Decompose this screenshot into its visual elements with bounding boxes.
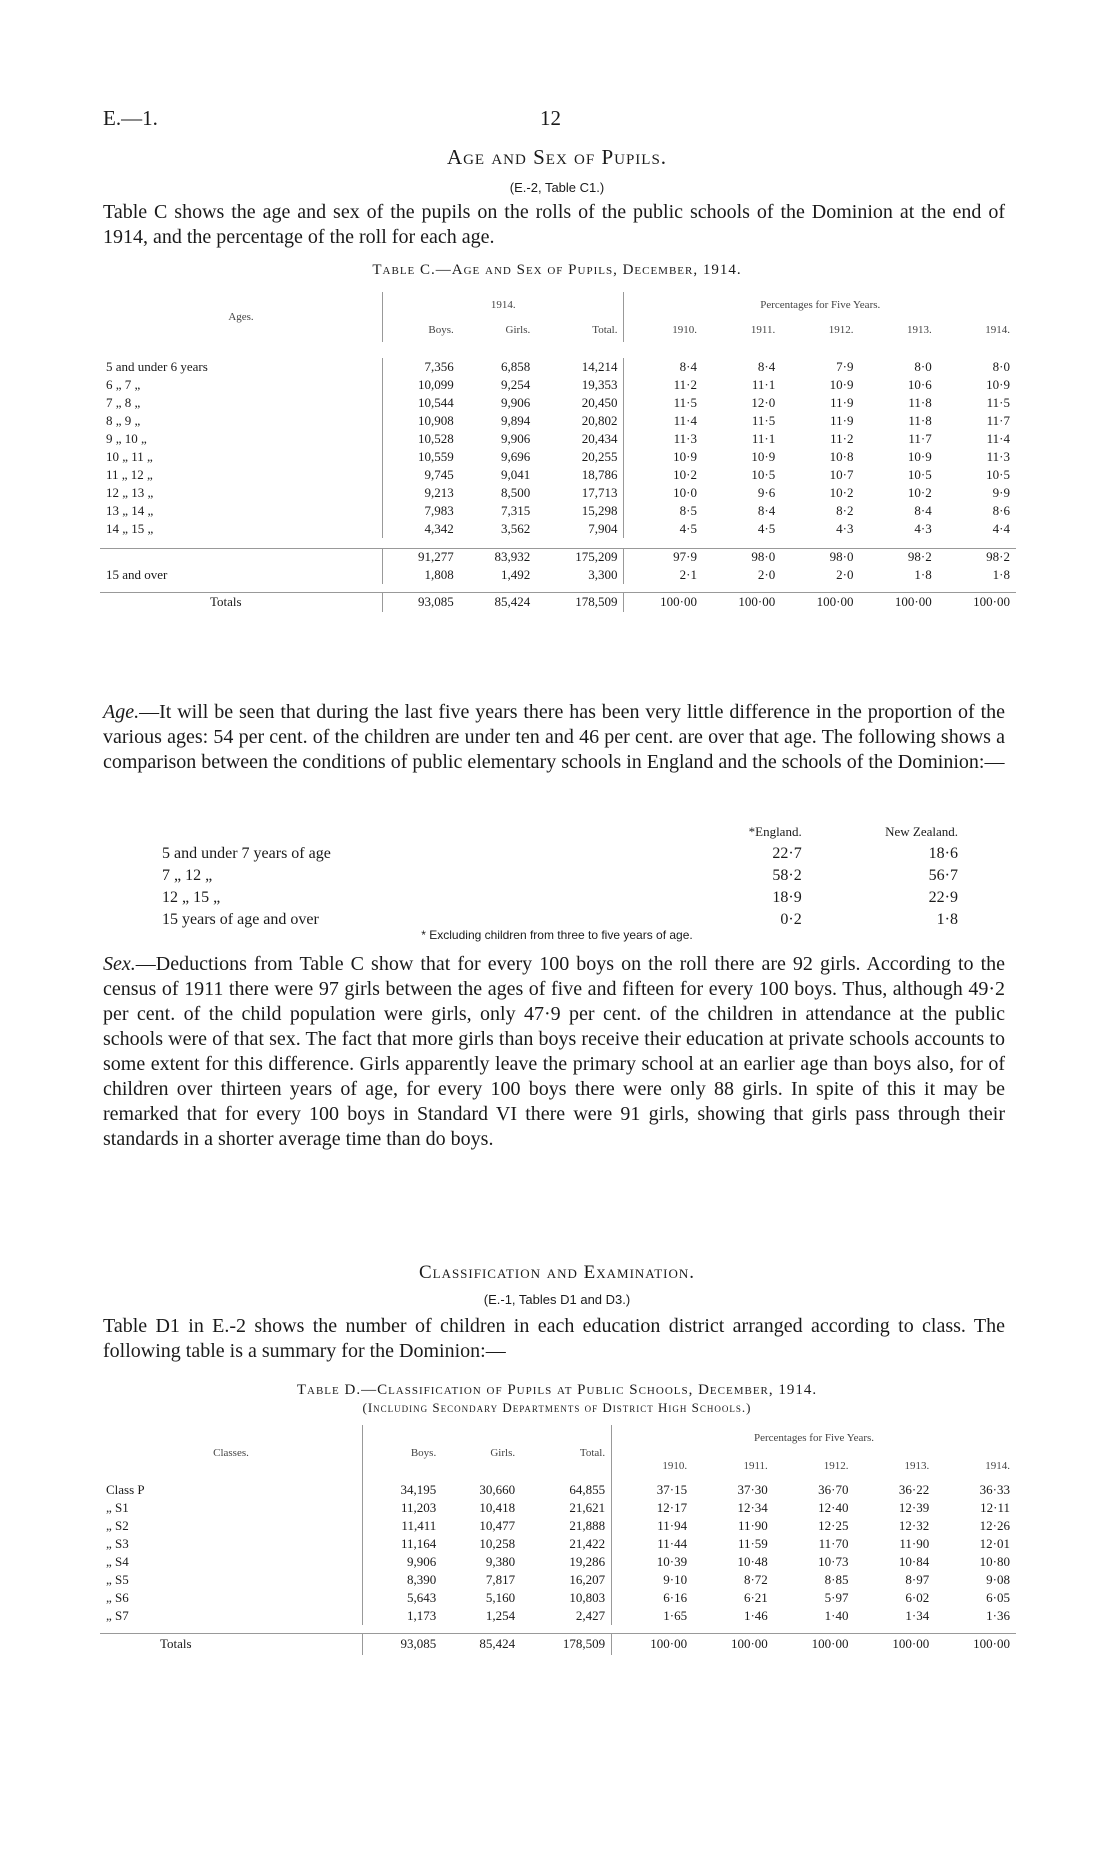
cell: 8·5: [624, 502, 703, 520]
row-label: „ S5: [106, 1572, 129, 1587]
column-header-1911: 1911.: [750, 324, 776, 336]
cell: 37·30: [737, 1482, 768, 1497]
cell: 10·39: [612, 1553, 694, 1571]
row-label: „ S2: [106, 1518, 129, 1533]
table-row: [100, 394, 1016, 412]
cell: 11·90: [737, 1518, 768, 1533]
cell: 11·9: [830, 413, 854, 428]
cell: 11·90: [899, 1536, 930, 1551]
cell: 93,085: [383, 592, 460, 612]
sex-lead: Sex.: [103, 953, 136, 975]
table-row: [100, 412, 1016, 430]
cell: 11·5: [751, 413, 776, 428]
column-header-year: 1910.: [612, 1451, 694, 1481]
row-label: 12 „ 13 „: [106, 485, 154, 500]
spacer-row: [100, 584, 1016, 592]
row-label: 6 „ 7 „: [106, 377, 141, 392]
table-row: [100, 448, 1016, 466]
row-label: „ S4: [106, 1554, 129, 1569]
cell: 9,041: [501, 467, 531, 482]
cell: 12·17: [612, 1499, 694, 1517]
cell: 7·9: [836, 359, 854, 374]
cell: 11·1: [751, 377, 776, 392]
cell: 9·9: [992, 485, 1010, 500]
cell: 10,803: [569, 1590, 606, 1605]
cell: 7,983: [383, 502, 460, 520]
row-label: 5 and under 6 years: [106, 359, 208, 374]
cell: 1·65: [612, 1607, 694, 1625]
row-label: 5 and under 7 years of age: [162, 845, 331, 862]
cell: 100·00: [935, 1633, 1016, 1655]
row-label: 7 „ 12 „: [162, 867, 213, 884]
cell: 11,411: [363, 1517, 443, 1535]
cell: 10,477: [479, 1518, 516, 1533]
cell: 91,277: [383, 548, 460, 566]
cell: 10·2: [907, 485, 932, 500]
cell: 4,342: [383, 520, 460, 538]
comparison-row: [162, 910, 958, 930]
cell: 7,315: [501, 503, 531, 518]
cell: 5·97: [824, 1590, 849, 1605]
cell: 8·4: [914, 503, 932, 518]
row-label: „ S7: [106, 1608, 129, 1623]
cell: 10,908: [383, 412, 460, 430]
row-label: „ S3: [106, 1536, 129, 1551]
cell: 10·5: [751, 467, 776, 482]
cell: 2·0: [836, 567, 854, 582]
table-row: [100, 520, 1016, 538]
cell: 11·7: [986, 413, 1010, 428]
column-header-boys: Boys.: [383, 318, 460, 342]
age-lead: Age.: [103, 701, 140, 723]
cell: 30,660: [479, 1482, 516, 1497]
cell: 10·2: [829, 485, 854, 500]
cell: 100·00: [859, 592, 937, 612]
cell: 8·0: [914, 359, 932, 374]
spacer-row: [100, 342, 1016, 358]
cell: 36·33: [979, 1482, 1010, 1497]
cell: 7,904: [588, 521, 618, 536]
cell: 4·3: [914, 521, 932, 536]
cell: 1·34: [905, 1608, 930, 1623]
totals-row: [100, 592, 1016, 612]
cell: 21,422: [569, 1536, 606, 1551]
cell: 9,213: [383, 484, 460, 502]
cell: 1,254: [485, 1608, 516, 1623]
column-header-girls: Girls.: [490, 1447, 516, 1459]
cell: 8·4: [757, 359, 776, 374]
table-row: [100, 376, 1016, 394]
row-label: Class P: [106, 1482, 145, 1497]
cell: 11·3: [986, 449, 1010, 464]
spacer-row: [100, 538, 1016, 548]
cell: 11·3: [624, 430, 703, 448]
cell: 8·2: [836, 503, 854, 518]
england-value: 18·9: [772, 889, 802, 906]
section-source-classification: (E.-1, Tables D1 and D3.): [483, 1292, 631, 1307]
cell: 98·2: [938, 548, 1016, 566]
cell: 11·44: [612, 1535, 694, 1553]
column-header-1910: 1910.: [624, 318, 703, 342]
cell: 10,544: [383, 394, 460, 412]
cell: 93,085: [363, 1633, 443, 1655]
england-value: 0·2: [780, 911, 802, 928]
section-title-age-sex: Age and Sex of Pupils.: [446, 145, 668, 169]
cell: 12·32: [898, 1518, 930, 1533]
intro-paragraph-table-c: Table C shows the age and sex of the pupils on the rolls of the public schools of the Dominion at the end of 1914, and the percentage of the roll for each age.: [103, 201, 1005, 248]
cell: 5,643: [363, 1589, 443, 1607]
cell: 11·1: [751, 431, 776, 446]
cell: 1·40: [824, 1608, 849, 1623]
cell: 175,209: [536, 548, 624, 566]
section-source-age-sex: (E.-2, Table C1.): [509, 180, 605, 195]
cell: 10·5: [907, 467, 932, 482]
cell: 10·9: [624, 448, 703, 466]
totals-label: Totals: [100, 592, 383, 612]
cell: 10·6: [907, 377, 932, 392]
column-header-total: Total.: [579, 1447, 606, 1459]
table-row: [100, 1589, 1016, 1607]
cell: 10,528: [383, 430, 460, 448]
table-row: [100, 484, 1016, 502]
cell: 12·40: [818, 1500, 849, 1515]
cell: 98·0: [781, 548, 859, 566]
new-zealand-value: 18·6: [928, 845, 958, 862]
new-zealand-value: 1·8: [936, 911, 958, 928]
age-text: —It will be seen that during the last five years there has been very little difference in the proportion of the various ages: 54 per cent. of the children are under ten and 46 per cent. are over that age. The following shows a comparison between the conditions of public elementary schools in England and the schools of the Dominion:—: [103, 701, 1005, 773]
table-row: [100, 1499, 1016, 1517]
cell: 17,713: [581, 485, 618, 500]
cell: 4·5: [757, 521, 776, 536]
cell: 10·5: [986, 467, 1010, 482]
cell: 3,562: [501, 521, 531, 536]
comparison-footnote: * Excluding children from three to five years of age.: [421, 928, 693, 942]
table-row: [100, 358, 1016, 376]
table-row: [100, 1571, 1016, 1589]
table-row: [100, 430, 1016, 448]
cell: 12·25: [818, 1518, 849, 1533]
cell: 11·4: [986, 431, 1010, 446]
cell: 10,258: [479, 1536, 516, 1551]
cell: 100·00: [693, 1633, 774, 1655]
cell: 36·70: [818, 1482, 849, 1497]
cell: 10,559: [383, 448, 460, 466]
table-row: [100, 502, 1016, 520]
cell: 4·3: [836, 521, 854, 536]
row-label: 11 „ 12 „: [106, 467, 153, 482]
cell: 11·5: [624, 394, 703, 412]
cell: 9,906: [501, 431, 531, 446]
row-label: 9 „ 10 „: [106, 431, 147, 446]
cell: 1,173: [363, 1607, 443, 1625]
column-header-england: *England.: [748, 824, 802, 839]
cell: 6·05: [986, 1590, 1010, 1605]
table-c-title: Table C.—Age and Sex of Pupils, December, 1914.: [372, 262, 742, 278]
cell: 10·73: [818, 1554, 849, 1569]
cell: 10·9: [986, 377, 1010, 392]
cell: 19,353: [581, 377, 618, 392]
column-header-1912: 1912.: [828, 324, 854, 336]
sex-text: —Deductions from Table C show that for every 100 boys on the roll there are 92 girls. According to the census of 1911 there were 97 girls between the ages of five and fifteen for every 100 boys. Thus, although 49·2 per cent. of the child population were girls, only 47·9 per cent. of the children in attendance at the public schools were of that sex. The fact that more girls than boys receive their education at private schools accounts to some extent for this difference. Girls apparently leave the primary school at an earlier age than boys also, for of children over thirteen years of age, for every 100 boys there were only 88 girls. In spite of this it may be remarked that for every 100 boys in Standard VI there were 91 girls, showing that girls pass through their standards in a shorter average time than do boys.: [103, 953, 1005, 1150]
cell: 8·97: [905, 1572, 930, 1587]
document-reference: E.—1.: [103, 106, 158, 130]
cell: 11·8: [908, 395, 932, 410]
cell: 100·00: [781, 592, 859, 612]
cell: 85,424: [442, 1633, 521, 1655]
cell: 11·9: [830, 395, 854, 410]
comparison-table: [160, 820, 960, 932]
cell: 11·8: [908, 413, 932, 428]
cell: 100·00: [938, 592, 1016, 612]
table-row: [100, 1481, 1016, 1499]
cell: 11·4: [624, 412, 703, 430]
spacer-row: [100, 1625, 1016, 1633]
row-label: 10 „ 11 „: [106, 449, 153, 464]
cell: 4·5: [624, 520, 703, 538]
cell: 100·00: [855, 1633, 936, 1655]
cell: 20,450: [581, 395, 618, 410]
row-label: 8 „ 9 „: [106, 413, 141, 428]
cell: 9·6: [757, 485, 776, 500]
age-paragraph: [103, 700, 1005, 775]
group-header-percentages: Percentages for Five Years.: [624, 292, 1016, 318]
cell: 20,255: [581, 449, 618, 464]
cell: 9·08: [986, 1572, 1010, 1587]
cell: 11,164: [363, 1535, 443, 1553]
column-header-total: Total.: [592, 324, 618, 336]
cell: 1,492: [501, 567, 531, 582]
cell: 12·0: [751, 395, 776, 410]
cell: 18,786: [581, 467, 618, 482]
cell: 16,207: [569, 1572, 606, 1587]
cell: 12·11: [980, 1500, 1010, 1515]
cell: 4·4: [992, 521, 1010, 536]
cell: 8·0: [992, 359, 1010, 374]
england-value: 22·7: [772, 845, 802, 862]
table-row: [100, 1607, 1016, 1625]
cell: 11·7: [908, 431, 932, 446]
cell: 98·2: [859, 548, 937, 566]
cell: 100·00: [774, 1633, 855, 1655]
cell: 9,254: [501, 377, 531, 392]
cell: 178,509: [521, 1633, 611, 1655]
cell: 1·8: [992, 567, 1010, 582]
cell: 10·2: [624, 466, 703, 484]
column-header-boys: Boys.: [363, 1425, 443, 1481]
table-d-subtitle: (Including Secondary Departments of District High Schools.): [362, 1400, 752, 1415]
table-row: [100, 566, 1016, 584]
row-label: 13 „ 14 „: [106, 503, 154, 518]
comparison-row: [162, 844, 958, 864]
cell: 10·9: [907, 449, 932, 464]
column-header-year: 1913.: [904, 1460, 930, 1472]
cell: 9,380: [485, 1554, 516, 1569]
column-header-year: 1914.: [985, 1460, 1010, 1472]
column-header-year: 1912.: [823, 1460, 849, 1472]
cell: 97·9: [624, 548, 703, 566]
cell: 21,621: [569, 1500, 606, 1515]
table-row: [100, 1535, 1016, 1553]
cell: 9,906: [501, 395, 531, 410]
cell: 12·39: [898, 1500, 930, 1515]
section-title-classification: Classification and Examination.: [418, 1262, 696, 1283]
cell: 6·02: [905, 1590, 930, 1605]
cell: 9,906: [363, 1553, 443, 1571]
cell: 11·2: [624, 376, 703, 394]
column-header-classes: Classes.: [213, 1447, 249, 1459]
table-d-title: Table D.—Classification of Pupils at Public Schools, December, 1914.: [296, 1382, 818, 1398]
england-value: 58·2: [772, 867, 802, 884]
page-number: 12: [540, 106, 561, 130]
cell: 10·7: [829, 467, 854, 482]
cell: 8·4: [757, 503, 776, 518]
cell: 9,696: [501, 449, 531, 464]
table-c: [100, 292, 1016, 612]
cell: 8,500: [501, 485, 531, 500]
cell: 100·00: [624, 592, 703, 612]
comparison-row: [162, 888, 958, 908]
cell: 83,932: [460, 548, 536, 566]
cell: 8·85: [824, 1572, 849, 1587]
cell: 11·59: [737, 1536, 768, 1551]
cell: 11·70: [818, 1536, 849, 1551]
cell: 100·00: [703, 592, 781, 612]
row-label: 15 and over: [106, 567, 168, 582]
new-zealand-value: 56·7: [928, 867, 958, 884]
cell: 9,894: [501, 413, 531, 428]
cell: 8·4: [624, 358, 703, 376]
sex-paragraph: [103, 952, 1005, 1152]
cell: 1·8: [914, 567, 932, 582]
cell: 9,745: [383, 466, 460, 484]
cell: 9·10: [612, 1571, 694, 1589]
cell: 15,298: [581, 503, 618, 518]
row-label: „ S6: [106, 1590, 129, 1605]
cell: 64,855: [569, 1482, 606, 1497]
cell: 10·48: [737, 1554, 768, 1569]
cell: 2,427: [575, 1608, 606, 1623]
totals-row: [100, 1633, 1016, 1655]
cell: 8,390: [363, 1571, 443, 1589]
column-header-year: 1911.: [743, 1460, 768, 1472]
cell: 2·0: [757, 567, 776, 582]
row-label: [100, 548, 383, 566]
cell: 178,509: [536, 592, 624, 612]
cell: 37·15: [612, 1481, 694, 1499]
group-header-percentages: Percentages for Five Years.: [612, 1425, 1016, 1451]
cell: 10,099: [383, 376, 460, 394]
row-label: 12 „ 15 „: [162, 889, 221, 906]
cell: 11,203: [363, 1499, 443, 1517]
cell: 20,434: [581, 431, 618, 446]
cell: 12·26: [979, 1518, 1010, 1533]
table-row: [100, 1553, 1016, 1571]
cell: 98·0: [703, 548, 781, 566]
cell: 11·94: [612, 1517, 694, 1535]
cell: 12·01: [979, 1536, 1010, 1551]
column-header-1914: 1914.: [985, 324, 1010, 336]
group-header-1914: 1914.: [383, 292, 624, 318]
cell: 7,356: [383, 358, 460, 376]
column-header-girls: Girls.: [505, 324, 531, 336]
cell: 8·72: [743, 1572, 768, 1587]
cell: 6·16: [612, 1589, 694, 1607]
cell: 100·00: [612, 1633, 694, 1655]
column-header-ages: Ages.: [228, 311, 254, 323]
cell: 8·6: [992, 503, 1010, 518]
row-label: 7 „ 8 „: [106, 395, 141, 410]
cell: 19,286: [569, 1554, 606, 1569]
cell: 12·34: [737, 1500, 768, 1515]
cell: 10·0: [624, 484, 703, 502]
cell: 1,808: [383, 566, 460, 584]
column-header-1913: 1913.: [906, 324, 932, 336]
cell: 1·36: [986, 1608, 1010, 1623]
table-d: [100, 1425, 1016, 1655]
subtotal-row: [100, 548, 1016, 566]
cell: 10·8: [829, 449, 854, 464]
cell: 20,802: [581, 413, 618, 428]
comparison-row: [162, 866, 958, 886]
totals-label: Totals: [100, 1633, 363, 1655]
cell: 11·5: [986, 395, 1010, 410]
row-label: 14 „ 15 „: [106, 521, 154, 536]
row-label: „ S1: [106, 1500, 129, 1515]
cell: 85,424: [460, 592, 536, 612]
cell: 6·21: [743, 1590, 768, 1605]
table-row: [100, 1517, 1016, 1535]
cell: 14,214: [581, 359, 618, 374]
cell: 10·9: [751, 449, 776, 464]
cell: 36·22: [898, 1482, 930, 1497]
cell: 3,300: [588, 567, 618, 582]
new-zealand-value: 22·9: [928, 889, 958, 906]
cell: 2·1: [624, 566, 703, 584]
cell: 10,418: [479, 1500, 516, 1515]
cell: 11·2: [830, 431, 854, 446]
cell: 10·80: [979, 1554, 1010, 1569]
table-row: [100, 466, 1016, 484]
cell: 1·46: [743, 1608, 768, 1623]
column-header-new-zealand: New Zealand.: [885, 824, 958, 839]
cell: 34,195: [363, 1481, 443, 1499]
cell: 7,817: [485, 1572, 516, 1587]
cell: 5,160: [485, 1590, 516, 1605]
cell: 10·84: [898, 1554, 930, 1569]
cell: 10·9: [829, 377, 854, 392]
intro-paragraph-table-d: Table D1 in E.-2 shows the number of children in each education district arranged according to class. The following table is a summary for the Dominion:—: [103, 1315, 1005, 1362]
row-label: 15 years of age and over: [162, 911, 319, 928]
cell: 6,858: [501, 359, 531, 374]
cell: 21,888: [569, 1518, 606, 1533]
